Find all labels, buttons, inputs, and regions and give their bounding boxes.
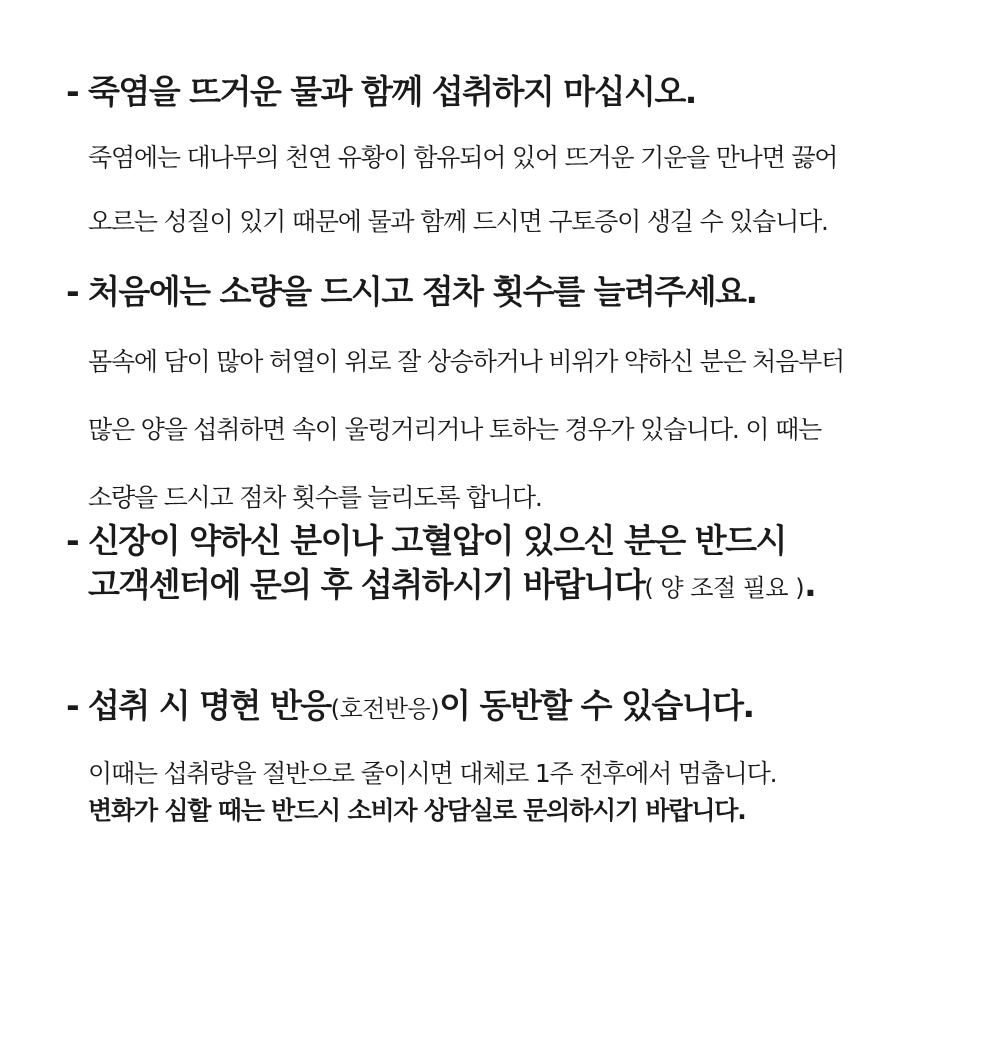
notice-section-kidney [66,519,966,610]
section-heading [66,519,966,563]
body-line: 많은 양을 섭취하면 속이 울렁거리거나 토하는 경우가 있습니다. 이 때는 [88,415,822,444]
notice-section-reaction [66,684,966,829]
body-line: 이때는 섭취량을 절반으로 줄이시면 대체로 1주 전후에서 멈춥니다. [88,759,777,788]
heading-text: 섭취 시 명현 반응 [88,686,331,725]
body-line-emphasis: 변화가 심할 때는 반드시 소비자 상담실로 문의하시기 바랍니다. [88,796,746,825]
body-line: 죽염에는 대나무의 천연 유황이 함유되어 있어 뜨거운 기운을 만나면 끓어 [88,143,838,172]
heading-end: . [804,565,816,604]
notice-section-small-amount [66,270,966,518]
heading-dash: - [66,272,79,311]
heading-text: 죽염을 뜨거운 물과 함께 섭취하지 마십시오. [88,72,696,111]
section-heading-continued [66,563,966,610]
body-line: 오르는 성질이 있기 때문에 물과 함께 드시면 구토증이 생길 수 있습니다. [88,207,828,236]
section-heading [66,70,966,114]
body-line: 소량을 드시고 점차 횟수를 늘리도록 합니다. [88,483,542,512]
notice-section-hot-water [66,70,966,242]
section-heading [66,270,966,314]
body-line: 몸속에 담이 많아 허열이 위로 잘 상승하거나 비위가 약하신 분은 처음부터 [88,347,844,376]
heading-text: 신장이 약하신 분이나 고혈압이 있으신 분은 반드시 [88,521,786,560]
heading-text: 처음에는 소량을 드시고 점차 횟수를 늘려주세요. [88,272,757,311]
heading-note: (호전반응) [330,695,440,723]
heading-text: 고객센터에 문의 후 섭취하시기 바랍니다 [88,565,645,604]
heading-dash: - [66,521,79,560]
heading-note: ( 양 조절 필요 ) [644,574,805,602]
heading-dash: - [66,686,79,725]
heading-dash: - [66,72,79,111]
section-heading [66,684,966,731]
heading-text: 이 동반할 수 있습니다. [439,686,754,725]
